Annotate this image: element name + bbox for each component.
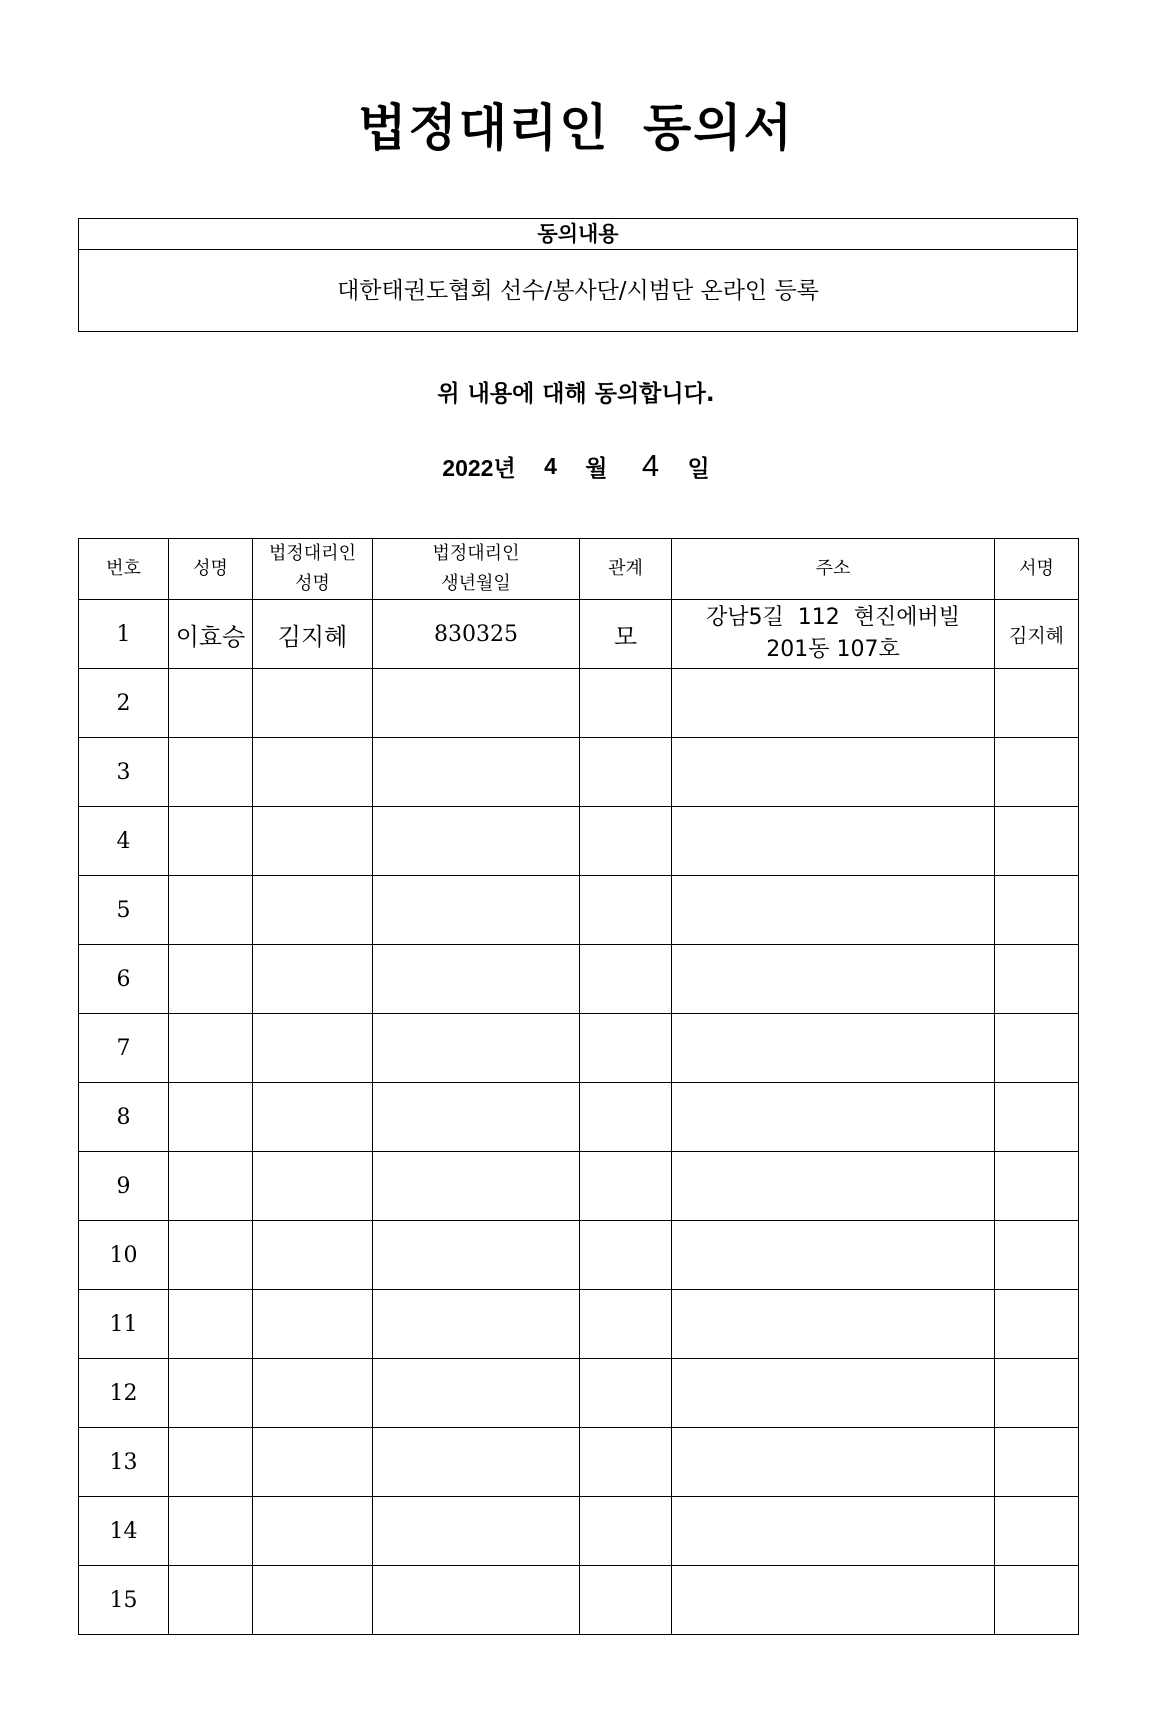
row-relation	[580, 1221, 672, 1290]
header-signature: 서명	[995, 539, 1079, 600]
table-row	[79, 600, 1079, 669]
row-relation	[580, 669, 672, 738]
header-name: 성명	[169, 539, 253, 600]
row-guardian-birth: 830325	[373, 600, 580, 669]
row-address	[672, 1083, 995, 1152]
row-student-name	[169, 669, 253, 738]
table-row	[79, 945, 1079, 1014]
row-signature	[995, 1290, 1079, 1359]
row-signature	[995, 1152, 1079, 1221]
row-number: 12	[79, 1359, 169, 1428]
row-guardian-birth	[373, 1566, 580, 1635]
row-student-name	[169, 1497, 253, 1566]
row-student-name	[169, 1152, 253, 1221]
row-relation	[580, 1428, 672, 1497]
agreement-statement: 위 내용에 대해 동의합니다.	[437, 381, 715, 407]
table-row	[79, 1014, 1079, 1083]
header-guardian-name	[253, 539, 373, 600]
row-number: 15	[79, 1566, 169, 1635]
row-guardian-name	[253, 807, 373, 876]
header-guardian-name-line2: 성명	[295, 573, 330, 594]
row-signature	[995, 1221, 1079, 1290]
row-signature: 김지혜	[995, 600, 1079, 669]
row-signature	[995, 945, 1079, 1014]
header-guardian-name-line1: 법정대리인	[269, 543, 356, 564]
row-signature	[995, 1428, 1079, 1497]
row-guardian-name	[253, 1152, 373, 1221]
row-relation	[580, 1152, 672, 1221]
row-number: 5	[79, 876, 169, 945]
header-address: 주소	[672, 539, 995, 600]
row-relation: 모	[580, 600, 672, 669]
row-student-name	[169, 1014, 253, 1083]
row-signature	[995, 807, 1079, 876]
row-relation	[580, 1359, 672, 1428]
row-number: 6	[79, 945, 169, 1014]
row-student-name	[169, 1290, 253, 1359]
row-address	[672, 1566, 995, 1635]
row-guardian-birth	[373, 1014, 580, 1083]
row-student-name	[169, 807, 253, 876]
row-signature	[995, 1566, 1079, 1635]
row-guardian-birth	[373, 876, 580, 945]
row-relation	[580, 1566, 672, 1635]
header-no: 번호	[79, 539, 169, 600]
row-relation	[580, 945, 672, 1014]
date-day-unit: 일	[687, 454, 710, 481]
row-number: 4	[79, 807, 169, 876]
row-number: 3	[79, 738, 169, 807]
row-address	[672, 1152, 995, 1221]
row-guardian-name	[253, 738, 373, 807]
row-relation	[580, 1497, 672, 1566]
header-guardian-birth-line2: 생년월일	[441, 573, 511, 594]
row-signature	[995, 1014, 1079, 1083]
row-guardian-name	[253, 1428, 373, 1497]
row-guardian-birth	[373, 1497, 580, 1566]
row-guardian-birth	[373, 1290, 580, 1359]
row-student-name: 이효승	[169, 600, 253, 669]
row-relation	[580, 1014, 672, 1083]
date-month: 4	[544, 452, 557, 479]
row-guardian-birth	[373, 1359, 580, 1428]
row-guardian-name	[253, 1014, 373, 1083]
row-signature	[995, 738, 1079, 807]
row-student-name	[169, 876, 253, 945]
row-number: 10	[79, 1221, 169, 1290]
table-row	[79, 738, 1079, 807]
row-address	[672, 1428, 995, 1497]
row-guardian-name	[253, 1566, 373, 1635]
row-relation	[580, 807, 672, 876]
row-address	[672, 600, 995, 669]
row-signature	[995, 1497, 1079, 1566]
table-row	[79, 1566, 1079, 1635]
header-relation: 관계	[580, 539, 672, 600]
row-guardian-birth	[373, 738, 580, 807]
table-body	[79, 600, 1079, 1635]
row-guardian-name	[253, 1290, 373, 1359]
row-guardian-name: 김지혜	[253, 600, 373, 669]
row-number: 2	[79, 669, 169, 738]
table-row	[79, 1359, 1079, 1428]
table-row	[79, 876, 1079, 945]
row-relation	[580, 1083, 672, 1152]
consent-header: 동의내용	[79, 219, 1077, 250]
consent-content: 대한태권도협회 선수/봉사단/시범단 온라인 등록	[337, 278, 819, 304]
row-address	[672, 945, 995, 1014]
row-address	[672, 669, 995, 738]
row-relation	[580, 738, 672, 807]
date-year: 2022년	[442, 454, 516, 481]
row-student-name	[169, 1359, 253, 1428]
row-guardian-name	[253, 1359, 373, 1428]
row-guardian-birth	[373, 1428, 580, 1497]
row-student-name	[169, 1566, 253, 1635]
row-address	[672, 1290, 995, 1359]
row-number: 14	[79, 1497, 169, 1566]
row-guardian-birth	[373, 1221, 580, 1290]
row-signature	[995, 1083, 1079, 1152]
row-guardian-name	[253, 876, 373, 945]
date-day: 4	[641, 448, 660, 483]
table-row	[79, 807, 1079, 876]
table-row	[79, 1152, 1079, 1221]
header-guardian-birth-line1: 법정대리인	[432, 543, 520, 564]
consent-content-box	[78, 218, 1078, 332]
date-line	[0, 448, 1152, 484]
row-guardian-birth	[373, 1083, 580, 1152]
row-number: 8	[79, 1083, 169, 1152]
row-number: 11	[79, 1290, 169, 1359]
row-guardian-name	[253, 1497, 373, 1566]
row-guardian-name	[253, 1221, 373, 1290]
header-guardian-birth	[373, 539, 580, 600]
table-row	[79, 669, 1079, 738]
row-guardian-birth	[373, 945, 580, 1014]
guardian-roster-table	[78, 538, 1079, 1635]
row-address-line2: 201동 107호	[766, 637, 900, 662]
row-address	[672, 738, 995, 807]
row-number: 7	[79, 1014, 169, 1083]
table-row	[79, 1290, 1079, 1359]
row-signature	[995, 669, 1079, 738]
date-month-unit: 월	[585, 454, 608, 481]
row-guardian-birth	[373, 669, 580, 738]
row-number: 13	[79, 1428, 169, 1497]
row-student-name	[169, 945, 253, 1014]
row-address-line1: 강남5길 112 현진에버빌	[706, 605, 960, 630]
row-guardian-name	[253, 1083, 373, 1152]
row-guardian-name	[253, 945, 373, 1014]
row-signature	[995, 876, 1079, 945]
row-relation	[580, 1290, 672, 1359]
row-student-name	[169, 1221, 253, 1290]
row-guardian-birth	[373, 1152, 580, 1221]
row-student-name	[169, 738, 253, 807]
table-row	[79, 1428, 1079, 1497]
row-student-name	[169, 1428, 253, 1497]
row-address	[672, 1221, 995, 1290]
row-number: 9	[79, 1152, 169, 1221]
table-row	[79, 1083, 1079, 1152]
row-address	[672, 807, 995, 876]
row-number: 1	[79, 600, 169, 669]
row-guardian-birth	[373, 807, 580, 876]
row-address	[672, 1359, 995, 1428]
row-relation	[580, 876, 672, 945]
row-guardian-name	[253, 669, 373, 738]
table-row	[79, 1497, 1079, 1566]
document-title: 법정대리인 동의서	[358, 99, 794, 157]
table-row	[79, 1221, 1079, 1290]
row-student-name	[169, 1083, 253, 1152]
row-address	[672, 1014, 995, 1083]
row-address	[672, 1497, 995, 1566]
row-address	[672, 876, 995, 945]
row-signature	[995, 1359, 1079, 1428]
table-header-row	[79, 539, 1079, 600]
